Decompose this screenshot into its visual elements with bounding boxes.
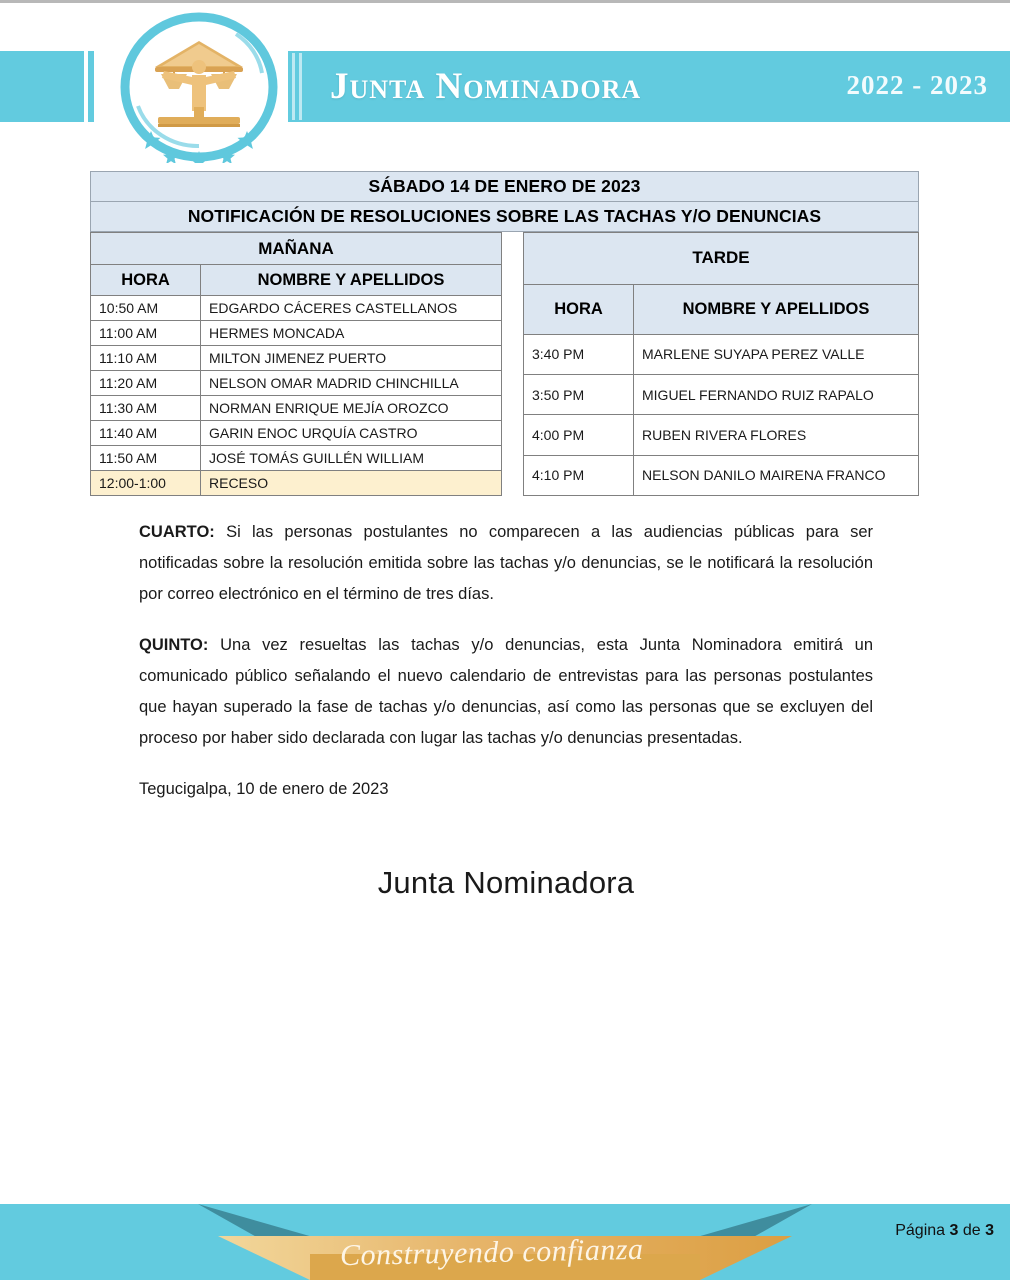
morning-column-headers xyxy=(91,265,502,296)
footer-page-current: 3 xyxy=(949,1222,959,1239)
morning-schedule-table xyxy=(90,232,502,496)
page-header xyxy=(0,3,1010,163)
cell-nombre: NELSON OMAR MADRID CHINCHILLA xyxy=(201,371,502,396)
table-row xyxy=(91,446,502,471)
cell-hora: 10:50 AM xyxy=(91,296,201,321)
cell-nombre: RECESO xyxy=(201,471,502,496)
table-row xyxy=(524,374,919,414)
morning-section-header xyxy=(91,233,502,265)
morning-col-hora: HORA xyxy=(91,265,201,296)
table-row xyxy=(91,296,502,321)
afternoon-section-header xyxy=(524,233,919,285)
cell-nombre: MIGUEL FERNANDO RUIZ RAPALO xyxy=(634,374,919,414)
footer-page-total: 3 xyxy=(985,1222,994,1239)
cell-nombre: MILTON JIMENEZ PUERTO xyxy=(201,346,502,371)
footer-page-prefix: Página xyxy=(895,1222,950,1239)
morning-col-nombre: NOMBRE Y APELLIDOS xyxy=(201,265,502,296)
document-body xyxy=(139,517,873,805)
paragraph-cuarto-label: CUARTO: xyxy=(139,523,215,541)
cell-hora: 11:10 AM xyxy=(91,346,201,371)
cell-hora: 11:00 AM xyxy=(91,321,201,346)
header-years: 2022 - 2023 xyxy=(846,70,988,100)
page-title: Junta Nominadora xyxy=(330,66,642,107)
cell-hora: 3:50 PM xyxy=(524,374,634,414)
header-left-accent-bar xyxy=(0,51,84,122)
paragraph-cuarto xyxy=(139,517,873,610)
cell-hora: 11:40 AM xyxy=(91,421,201,446)
paragraph-quinto xyxy=(139,630,873,754)
table-row xyxy=(524,415,919,455)
table-row xyxy=(524,455,919,495)
paragraph-quinto-text: Una vez resueltas las tachas y/o denuncias, esta Junta Nominadora emitirá un comunicado público señalando el nuevo calendario de entrevistas para las personas postulantes que hayan superado la fase de tachas y/o denuncias, así como las personas que se excluyen del proceso por haber sido declarada con lugar las tachas y/o denuncias presentadas. xyxy=(139,636,873,747)
cell-nombre: MARLENE SUYAPA PEREZ VALLE xyxy=(634,334,919,374)
schedule-title-table xyxy=(90,171,919,232)
schedule-date-title: SÁBADO 14 DE ENERO DE 2023 xyxy=(91,172,919,202)
cell-nombre: EDGARDO CÁCERES CASTELLANOS xyxy=(201,296,502,321)
table-row xyxy=(91,371,502,396)
signature-line: Junta Nominadora xyxy=(377,865,635,900)
footer-page-joiner: de xyxy=(958,1222,986,1239)
cell-nombre: JOSÉ TOMÁS GUILLÉN WILLIAM xyxy=(201,446,502,471)
cell-nombre: RUBEN RIVERA FLORES xyxy=(634,415,919,455)
morning-section-label: MAÑANA xyxy=(91,233,502,265)
table-row-receso xyxy=(91,471,502,496)
cell-hora: 11:20 AM xyxy=(91,371,201,396)
table-row xyxy=(524,334,919,374)
afternoon-schedule-table xyxy=(523,232,919,496)
afternoon-section-label: TARDE xyxy=(524,233,919,285)
page-footer xyxy=(0,1194,1010,1280)
cell-hora: 11:50 AM xyxy=(91,446,201,471)
place-and-date: Tegucigalpa, 10 de enero de 2023 xyxy=(139,780,389,798)
table-row xyxy=(91,321,502,346)
cell-nombre: GARIN ENOC URQUÍA CASTRO xyxy=(201,421,502,446)
cell-hora: 4:10 PM xyxy=(524,455,634,495)
cell-hora: 3:40 PM xyxy=(524,334,634,374)
afternoon-col-nombre: NOMBRE Y APELLIDOS xyxy=(634,284,919,334)
cell-nombre: NORMAN ENRIQUE MEJÍA OROZCO xyxy=(201,396,502,421)
cell-hora: 4:00 PM xyxy=(524,415,634,455)
table-row xyxy=(91,172,919,202)
paragraph-cuarto-text: Si las personas postulantes no comparecen a las audiencias públicas para ser notificadas sobre la resolución emitida sobre las tachas y/o denuncias, se le notificará la resolución por correo electrónico en el término de tres días. xyxy=(139,523,873,603)
junta-nominadora-scales-emblem-icon xyxy=(116,11,282,163)
table-row xyxy=(91,202,919,232)
afternoon-col-hora: HORA xyxy=(524,284,634,334)
table-row xyxy=(91,346,502,371)
footer-page-number xyxy=(895,1222,994,1240)
table-row xyxy=(91,396,502,421)
header-left-accent-tick xyxy=(88,51,94,122)
schedule-subtitle: NOTIFICACIÓN DE RESOLUCIONES SOBRE LAS TACHAS Y/O DENUNCIAS xyxy=(91,202,919,232)
header-bar-stripe-a xyxy=(292,53,295,120)
paragraph-quinto-label: QUINTO: xyxy=(139,636,209,654)
cell-hora: 11:30 AM xyxy=(91,396,201,421)
cell-hora: 12:00-1:00 xyxy=(91,471,201,496)
footer-slogan: Construyendo confianza xyxy=(339,1232,644,1273)
cell-nombre: HERMES MONCADA xyxy=(201,321,502,346)
afternoon-column-headers xyxy=(524,284,919,334)
header-bar-stripe-b xyxy=(299,53,302,120)
schedule-split-columns xyxy=(90,232,919,496)
cell-nombre: NELSON DANILO MAIRENA FRANCO xyxy=(634,455,919,495)
schedule-tables xyxy=(90,171,919,496)
table-row xyxy=(91,421,502,446)
